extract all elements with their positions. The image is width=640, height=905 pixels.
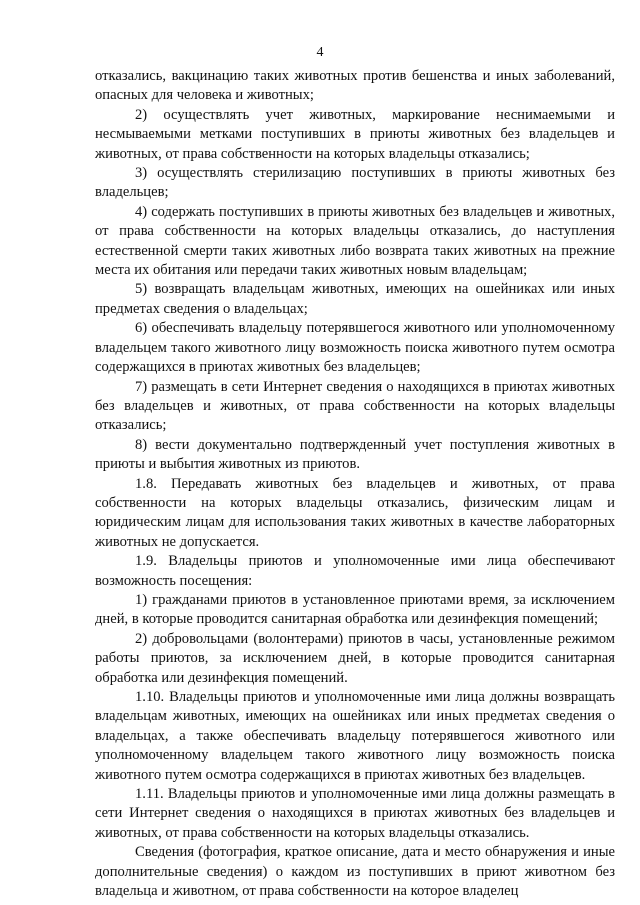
paragraph: 8) вести документально подтвержденный учет поступления животных в приюты и выбытия животных из приютов. xyxy=(95,436,615,473)
paragraph: 1.10. Владельцы приютов и уполномоченные ими лица должны возвращать владельцам животных, имеющих на ошейниках или иных предметах сведения о владельцах, а также обеспечивать владельцу потерявшегося животного или уполномоченному владельцем такого животного лицу возможность поиска животного путем осмотра содержащихся в приютах животных без владельцев. xyxy=(95,689,615,783)
paragraph: 5) возвращать владельцам животных, имеющих на ошейниках или иных предметах сведения о владельцах; xyxy=(95,281,615,317)
paragraph: 1.11. Владельцы приютов и уполномоченные ими лица должны размещать в сети Интернет сведения о находящихся в приютах животных без владельцев и животных, от права собственности на которых владельцы отказались. xyxy=(95,786,615,841)
paragraph: 1) гражданами приютов в установленное приютами время, за исключением дней, в которые проводится санитарная обработка или дезинфекция помещений; xyxy=(95,591,615,628)
paragraph: 7) размещать в сети Интернет сведения о находящихся в приютах животных без владельцев и животных, от права собственности на которых владельцы отказались; xyxy=(95,378,615,434)
page-number: 4 xyxy=(316,45,324,60)
paragraph: 4) содержать поступивших в приюты животных без владельцев и животных, от права собственности на которых владельцы отказались, до наступления естественной смерти таких животных либо возврата таких животных на прежние места их обитания или передачи таких животных новым владельцам; xyxy=(95,203,615,279)
paragraph: 6) обеспечивать владельцу потерявшегося животного или уполномоченному владельцем такого животного лицу возможность поиска животного путем осмотра содержащихся в приютах животных без владельцев; xyxy=(95,320,615,376)
paragraph: 1.9. Владельцы приютов и уполномоченные ими лица обеспечивают возможность посещения: xyxy=(95,553,615,589)
paragraph: 1.8. Передавать животных без владельцев и животных, от права собственности на которых владельцы отказались, физическим лицам и юридическим лицам для использования таких животных в качестве лабораторных животных не допускается. xyxy=(95,475,615,550)
paragraph: 3) осуществлять стерилизацию поступивших в приюты животных без владельцев; xyxy=(95,165,615,201)
document-body xyxy=(95,67,615,901)
paragraph: Сведения (фотография, краткое описание, дата и место обнаружения и иные дополнительные сведения) о каждом из поступивших в приют животном без владельца и животном, от права собственности на которое владелец xyxy=(95,844,615,900)
paragraph: 2) добровольцами (волонтерами) приютов в часы, установленные режимом работы приютов, за исключением дней, в которые проводится санитарная обработка или дезинфекция помещений. xyxy=(95,630,615,686)
paragraph: 2) осуществлять учет животных, маркирование неснимаемыми и несмываемыми метками поступивших в приюты животных без владельцев и животных, от права собственности на которых владельцы отказались; xyxy=(95,106,615,162)
paragraph: отказались, вакцинацию таких животных против бешенства и иных заболеваний, опасных для человека и животных; xyxy=(95,68,615,104)
